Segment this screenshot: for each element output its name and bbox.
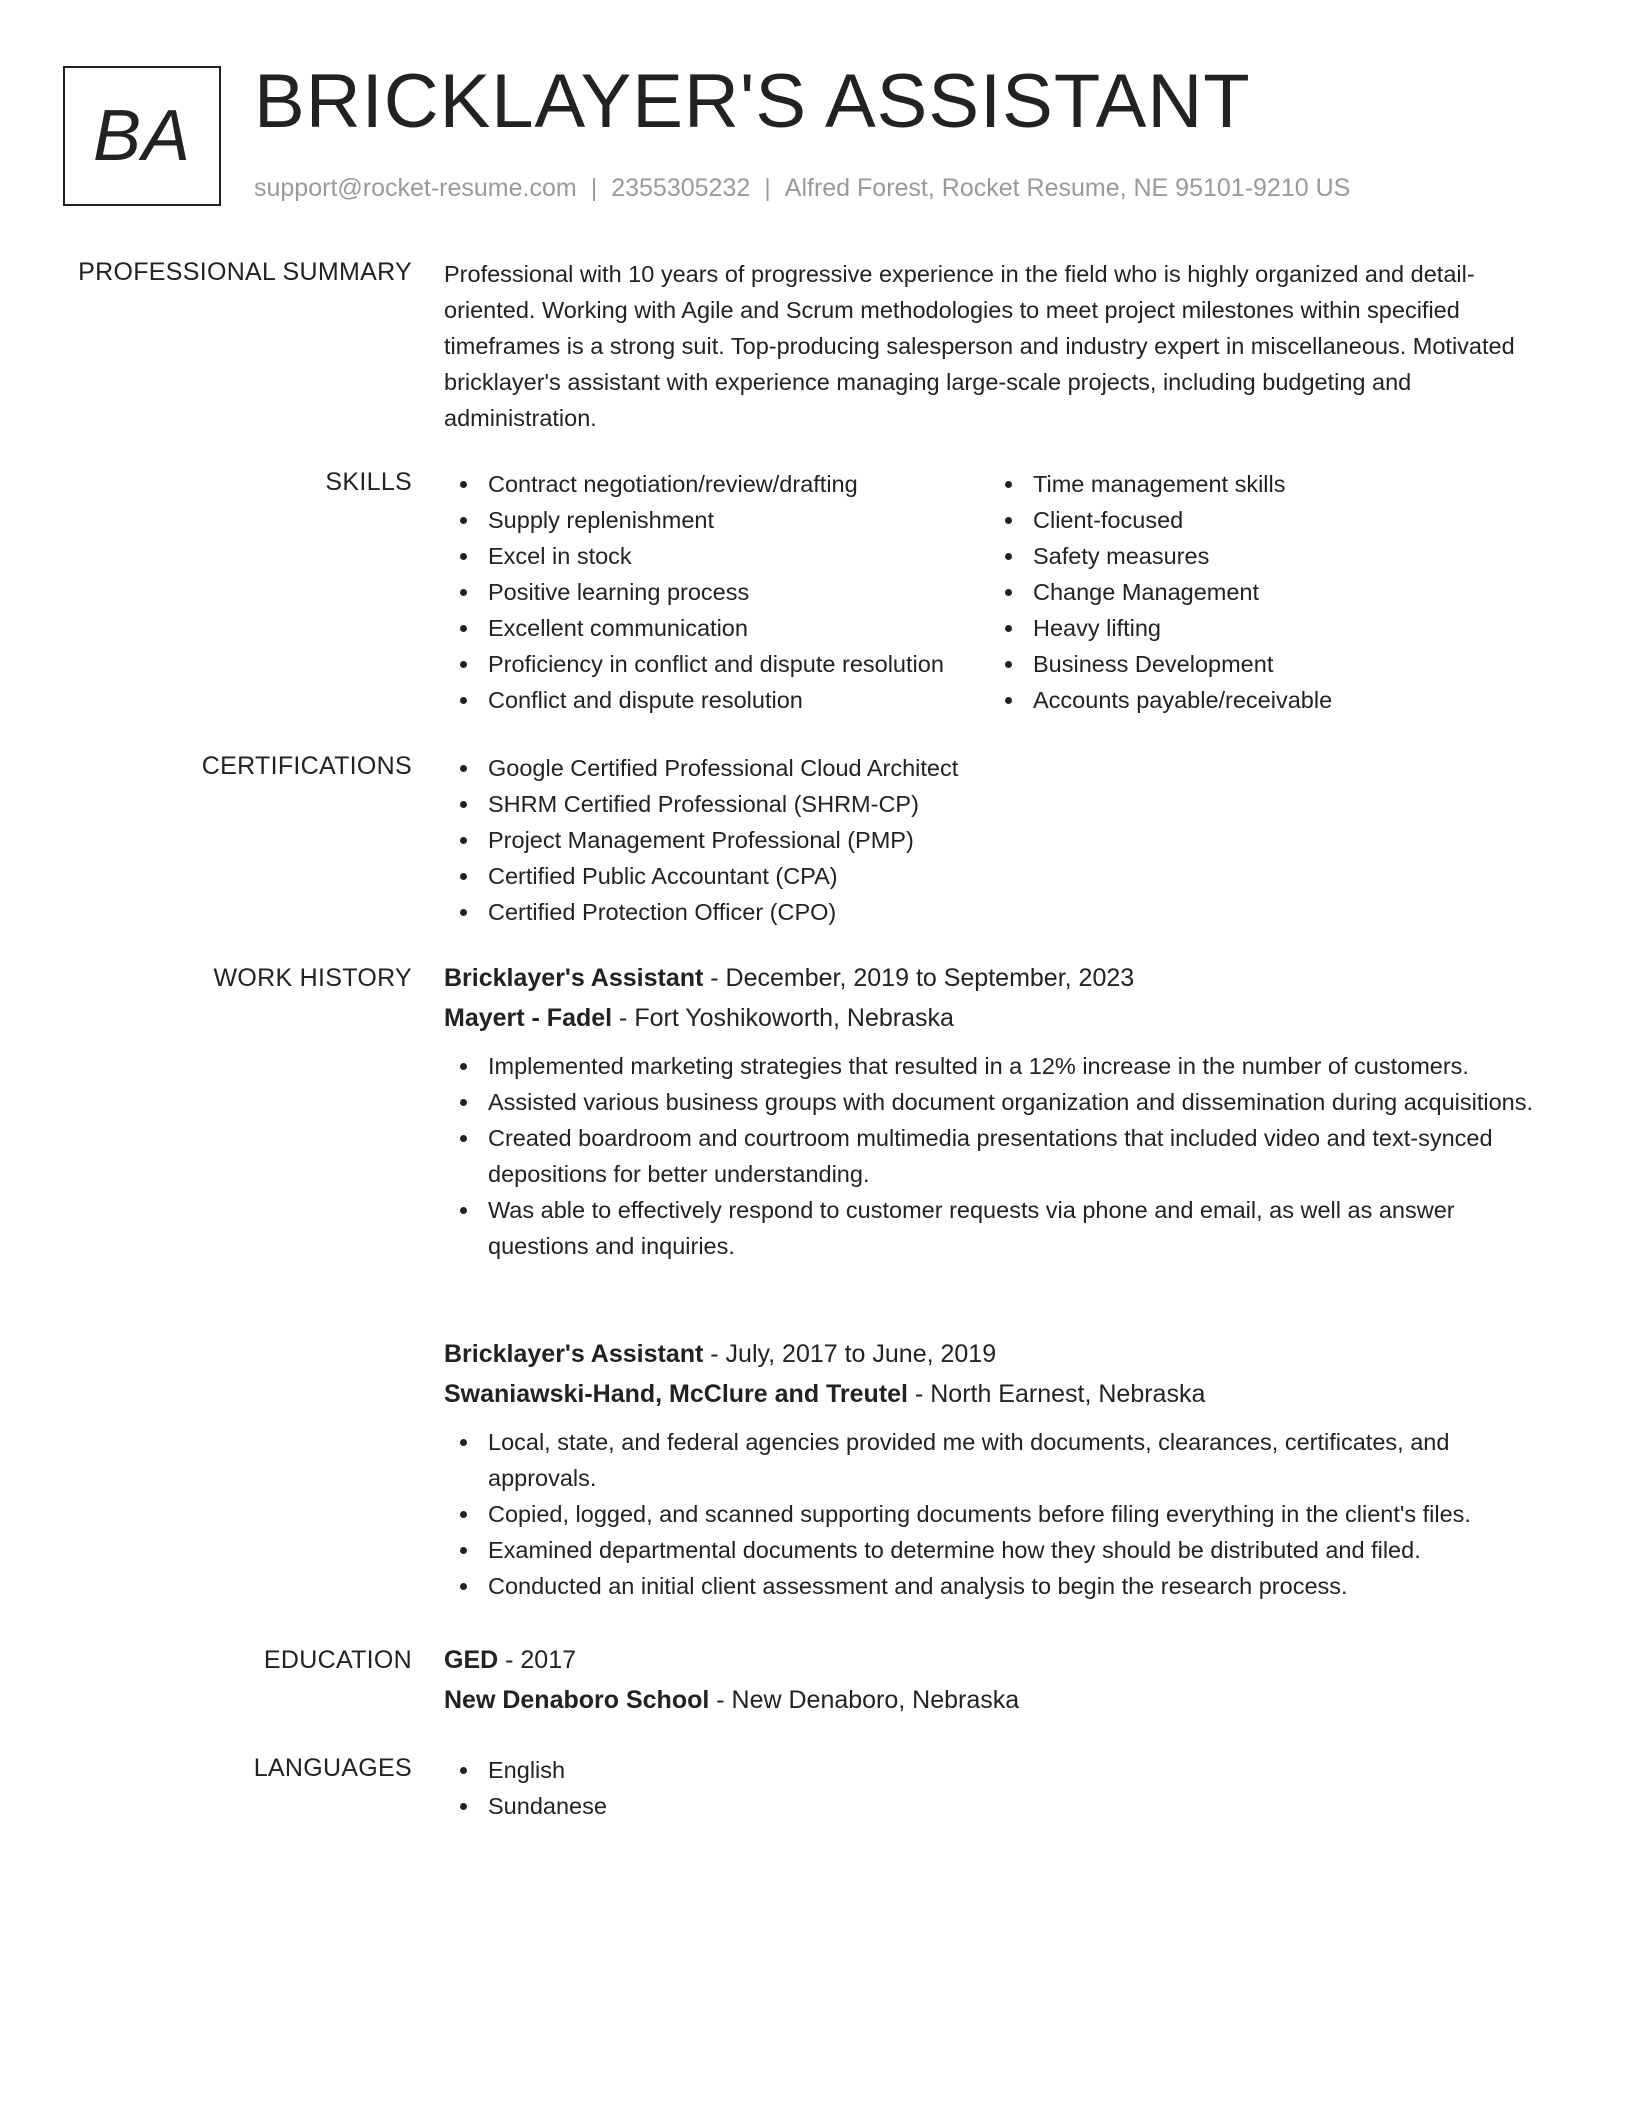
job-bullet: Assisted various business groups with document organization and dissemination during acquisitions. <box>444 1084 1554 1120</box>
section-label-education: EDUCATION <box>263 1646 412 1674</box>
skills-section <box>444 466 1554 718</box>
skill-item: Heavy lifting <box>989 610 1534 646</box>
job-bullet: Examined departmental documents to determine how they should be distributed and filed. <box>444 1532 1554 1568</box>
skill-item: Proficiency in conflict and dispute resolution <box>444 646 989 682</box>
summary-section <box>444 256 1554 436</box>
education-degree: GED <box>444 1646 499 1674</box>
certification-item: Google Certified Professional Cloud Architect <box>444 750 1554 786</box>
section-label-summary: PROFESSIONAL SUMMARY <box>78 258 412 286</box>
language-item: Sundanese <box>444 1788 1554 1824</box>
job-title: Bricklayer's Assistant <box>444 1340 704 1368</box>
skill-item: Safety measures <box>989 538 1534 574</box>
section-label-work-history: WORK HISTORY <box>213 964 412 992</box>
summary-text: Professional with 10 years of progressive experience in the field who is highly organized and detail-oriented. Working with Agile and Scrum methodologies to meet project milestones within specified timeframes is a strong suit. Top-producing salesperson and industry expert in miscellaneous. Motivated bricklayer's assistant with experience managing large-scale projects, including budgeting and administration. <box>444 261 1515 431</box>
skill-item: Accounts payable/receivable <box>989 682 1534 718</box>
section-label-skills: SKILLS <box>325 468 412 496</box>
certification-item: Certified Public Accountant (CPA) <box>444 858 1554 894</box>
skill-item: Client-focused <box>989 502 1534 538</box>
skill-item: Change Management <box>989 574 1534 610</box>
job-dates: - July, 2017 to June, 2019 <box>703 1340 997 1368</box>
certification-item: SHRM Certified Professional (SHRM-CP) <box>444 786 1554 822</box>
job-bullet: Was able to effectively respond to customer requests via phone and email, as well as answer questions and inquiries. <box>444 1192 1554 1264</box>
skill-item: Supply replenishment <box>444 502 989 538</box>
job-company-line <box>444 1374 1554 1414</box>
skill-item: Excel in stock <box>444 538 989 574</box>
section-label-certifications: CERTIFICATIONS <box>201 752 412 780</box>
skills-columns <box>444 466 1554 718</box>
monogram-box <box>63 66 221 206</box>
job-bullet: Local, state, and federal agencies provided me with documents, clearances, certificates, and approvals. <box>444 1424 1554 1496</box>
education-section <box>444 1640 1554 1720</box>
job-title-line <box>444 958 1554 998</box>
education-degree-line <box>444 1640 1554 1680</box>
contact-phone[interactable]: 2355305232 <box>611 174 751 202</box>
job-location: - North Earnest, Nebraska <box>908 1380 1206 1408</box>
certification-item: Project Management Professional (PMP) <box>444 822 1554 858</box>
job-company: Mayert - Fadel <box>444 1004 613 1032</box>
education-year: - 2017 <box>498 1646 577 1674</box>
job-title-line <box>444 1334 1554 1374</box>
education-location: - New Denaboro, Nebraska <box>709 1686 1020 1714</box>
languages-section <box>444 1752 1554 1824</box>
skill-item: Time management skills <box>989 466 1534 502</box>
monogram-initials: BA <box>92 96 192 176</box>
section-label-languages: LANGUAGES <box>253 1754 412 1782</box>
job-entry <box>444 958 1554 1264</box>
job-company-line <box>444 998 1554 1038</box>
job-bullet: Conducted an initial client assessment and analysis to begin the research process. <box>444 1568 1554 1604</box>
contact-address: Alfred Forest, Rocket Resume, NE 95101-9210 US <box>784 174 1351 202</box>
job-location: - Fort Yoshikoworth, Nebraska <box>612 1004 954 1032</box>
language-item: English <box>444 1752 1554 1788</box>
contact-line <box>254 174 1350 203</box>
skill-item: Excellent communication <box>444 610 989 646</box>
contact-separator: | <box>590 174 598 202</box>
job-dates: - December, 2019 to September, 2023 <box>703 964 1135 992</box>
job-bullet: Implemented marketing strategies that resulted in a 12% increase in the number of customers. <box>444 1048 1554 1084</box>
languages-list <box>444 1752 1554 1824</box>
job-bullet: Copied, logged, and scanned supporting documents before filing everything in the client's files. <box>444 1496 1554 1532</box>
skill-item: Positive learning process <box>444 574 989 610</box>
contact-separator: | <box>764 174 771 202</box>
job-company: Swaniawski-Hand, McClure and Treutel <box>444 1380 909 1408</box>
skills-list-left <box>444 466 989 718</box>
job-bullets <box>444 1424 1554 1604</box>
skill-item: Business Development <box>989 646 1534 682</box>
job-entry <box>444 1334 1554 1604</box>
job-bullets <box>444 1048 1554 1264</box>
resume-title: BRICKLAYER'S ASSISTANT <box>254 59 1251 144</box>
certifications-list <box>444 750 1554 930</box>
skills-list-right <box>989 466 1534 718</box>
job-title: Bricklayer's Assistant <box>444 964 704 992</box>
certification-item: Certified Protection Officer (CPO) <box>444 894 1554 930</box>
skill-item: Conflict and dispute resolution <box>444 682 989 718</box>
education-school: New Denaboro School <box>444 1686 710 1714</box>
job-bullet: Created boardroom and courtroom multimedia presentations that included video and text-synced depositions for better understanding. <box>444 1120 1554 1192</box>
skill-item: Contract negotiation/review/drafting <box>444 466 989 502</box>
education-school-line <box>444 1680 1554 1720</box>
contact-email[interactable]: support@rocket-resume.com <box>254 174 577 202</box>
certifications-section <box>444 750 1554 930</box>
